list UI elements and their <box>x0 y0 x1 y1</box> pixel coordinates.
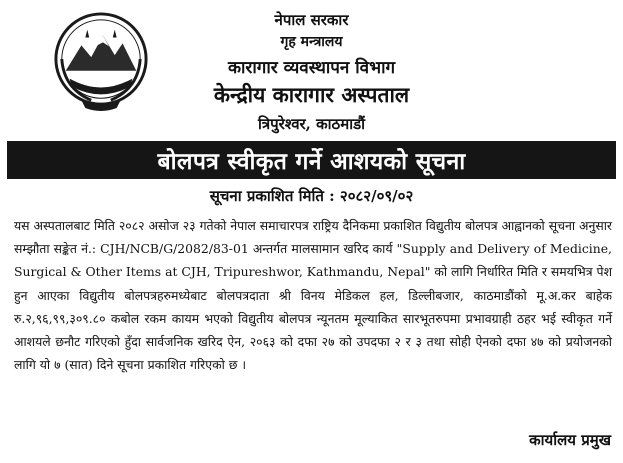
header-location: त्रिपुरेश्वर, काठमाडौं <box>258 115 365 133</box>
header-ministry-name: गृह मन्त्रालय <box>280 34 343 50</box>
notice-title-banner <box>7 141 616 179</box>
header-government-name: नेपाल सरकार <box>274 11 349 29</box>
header-hospital-name: केन्द्रीय कारागार अस्पताल <box>213 82 410 107</box>
published-date: सूचना प्रकाशित मिति : २०८२/०९/०२ <box>209 187 414 205</box>
notice-title: बोलपत्र स्वीकृत गर्ने आशयको सूचना <box>157 148 466 175</box>
header-department-name: कारागार व्यवस्थापन विभाग <box>227 58 396 78</box>
notice-body-text: यस अस्पतालबाट मिति २०८२ असोज २३ गतेको नेपाल समाचारपत्र राष्ट्रिय दैनिकमा प्रकाशित विद्युतीय बोलपत्र आह्वानको सूचना अनुसार सम्झौता सङ्केत नं.: CJH/NCB/G/2082/83-01 अन्तर्गत मालसामान खरिद कार्य "Supply and Delivery of Medicine, Surgical & Other Items at CJH, Tripureshwor, Kathmandu, Nepal" को लागि निर्धारित मिति र समयभित्र पेश हुन आएका विद्युतीय बोलपत्रहरुमध्येबाट बोलपत्रदाता श्री विनय मेडिकल हल, डिल्लीबजार, काठमाडौंको मू.अ.कर बाहेक रु.२,९६,९९,३०९.८० कबोल रकम कायम भएको विद्युतीय बोलपत्र न्यूनतम मूल्याकित सारभूतरुपमा प्रभावग्राही ठहर भई स्वीकृत गर्ने आशयले छनौट गरिएको हुँदा सार्वजनिक खरिद ऐन, २०६३ को दफा २७ को उपदफा २ र ३ तथा सोही ऐनको दफा ४७ को प्रयोजनको लागि यो ७ (सात) दिने सूचना प्रकाशित गरिएको छ । <box>14 218 612 373</box>
office-chief-signature-line: कार्यालय प्रमुख <box>529 431 611 449</box>
